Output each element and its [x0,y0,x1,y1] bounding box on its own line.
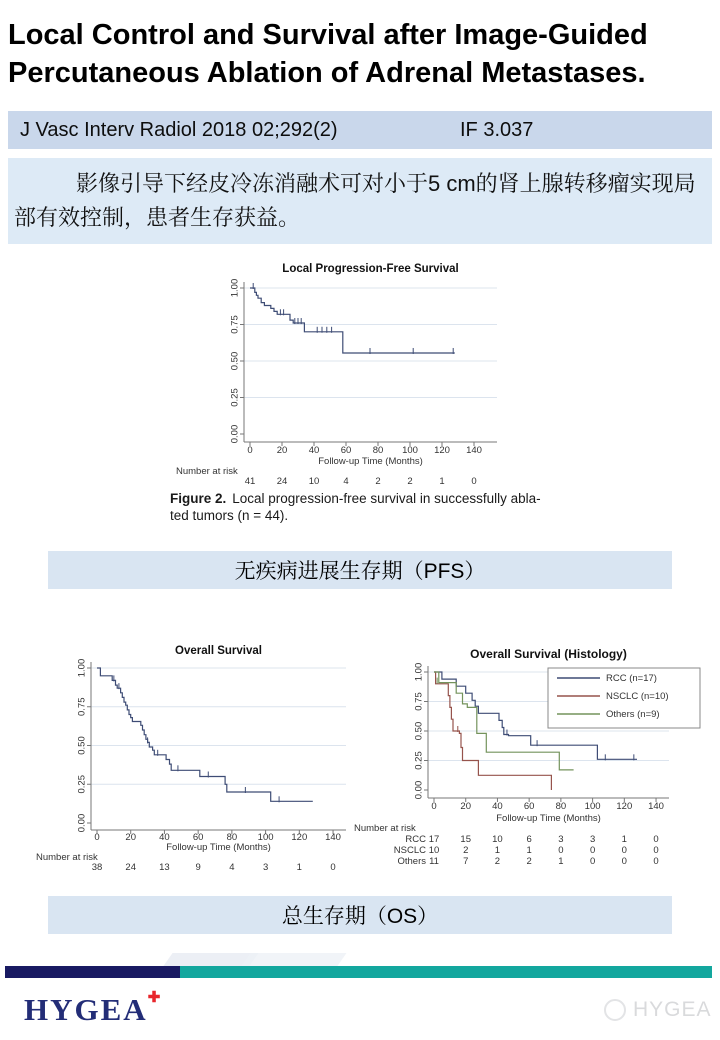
svg-text:10: 10 [492,834,503,845]
figure-caption-line2: ted tumors (n = 44). [170,508,289,523]
svg-text:RCC: RCC [405,834,426,845]
svg-text:1: 1 [558,856,564,867]
svg-text:13: 13 [159,862,170,873]
svg-text:4: 4 [343,476,349,487]
svg-text:Follow-up Time (Months): Follow-up Time (Months) [496,813,601,824]
footer-bar-navy [5,966,180,978]
title-line-2: Percutaneous Ablation of Adrenal Metastases. [8,57,646,89]
svg-text:120: 120 [291,832,308,843]
svg-text:60: 60 [340,445,352,456]
title-line-1: Local Control and Survival after Image-Guided [8,19,648,51]
svg-text:1: 1 [296,862,302,873]
svg-text:2: 2 [375,476,381,487]
pfs-km-chart [170,258,530,488]
svg-text:10: 10 [308,476,320,487]
svg-text:3: 3 [589,834,596,845]
figure-caption-label: Figure 2. [170,491,227,506]
svg-text:2: 2 [526,856,532,867]
hygea-logo [24,988,160,1028]
svg-text:1.00: 1.00 [76,658,88,678]
svg-text:0: 0 [94,832,100,843]
figure-caption-line1: Local progression-free survival in successfully abla- [232,491,541,506]
svg-text:100: 100 [257,832,274,843]
footer-decoration-shape [241,953,346,966]
svg-text:0.50: 0.50 [76,736,88,755]
svg-text:100: 100 [584,801,601,812]
svg-text:0: 0 [653,834,659,845]
svg-text:0.25: 0.25 [76,775,88,794]
svg-text:2: 2 [494,856,501,867]
svg-text:Others: Others [397,856,426,867]
svg-text:40: 40 [492,801,503,812]
svg-text:0.75: 0.75 [229,315,241,334]
svg-text:0.00: 0.00 [229,424,241,444]
svg-text:Number at risk: Number at risk [354,823,416,834]
journal-citation: J Vasc Interv Radiol 2018 02;292(2) [20,119,338,141]
svg-text:41: 41 [244,476,256,487]
svg-text:6: 6 [526,834,532,845]
svg-text:0: 0 [589,856,596,867]
svg-text:80: 80 [226,832,238,843]
impact-factor: IF 3.037 [460,119,534,141]
os-km-chart-svg [32,638,357,874]
svg-text:140: 140 [466,445,482,456]
svg-text:10: 10 [428,845,440,856]
svg-text:38: 38 [91,862,103,873]
svg-text:140: 140 [648,801,664,812]
journal-bar [8,111,712,149]
svg-text:0.75: 0.75 [76,697,88,716]
svg-text:2: 2 [463,845,469,856]
svg-text:4: 4 [229,862,235,873]
svg-text:80: 80 [372,445,384,456]
svg-text:0.50: 0.50 [229,351,241,371]
svg-text:11: 11 [429,856,439,867]
svg-text:Others (n=9): Others (n=9) [606,709,660,720]
svg-text:1: 1 [494,845,501,856]
svg-text:3: 3 [558,834,564,845]
svg-text:1: 1 [621,834,627,845]
svg-text:1: 1 [439,476,445,487]
svg-text:0: 0 [653,845,659,856]
svg-text:1: 1 [526,845,532,856]
figure-caption [170,490,552,524]
svg-text:20: 20 [460,801,472,812]
svg-text:15: 15 [460,834,472,845]
pfs-banner: 无疾病进展生存期（PFS） [48,551,672,589]
svg-text:7: 7 [463,856,469,867]
os-banner: 总生存期（OS） [48,896,672,934]
logo-cross-icon: ✚ [147,990,161,1006]
svg-text:1.00: 1.00 [229,278,241,298]
svg-text:20: 20 [125,832,137,843]
svg-text:40: 40 [308,445,320,456]
svg-text:0.75: 0.75 [413,692,425,711]
hygea-logo-text: HYGEA [24,992,148,1027]
svg-text:24: 24 [125,862,137,873]
svg-text:NSCLC: NSCLC [393,845,426,856]
svg-text:Follow-up Time (Months): Follow-up Time (Months) [318,456,423,467]
svg-text:0.00: 0.00 [413,780,425,800]
footer-bar-teal [180,966,712,978]
abstract-text-cn: 影像引导下经皮冷冻消融术可对小于5 cm的肾上腺转移瘤实现局部有效控制，患者生存获益。 [14,171,696,230]
watermark-text: HYGEA [633,998,712,1021]
svg-text:Follow-up Time (Months): Follow-up Time (Months) [166,842,271,853]
svg-text:140: 140 [325,832,341,843]
svg-text:0: 0 [621,856,627,867]
svg-text:120: 120 [434,445,450,456]
svg-text:Local Progression-Free Surviva: Local Progression-Free Survival [282,263,459,275]
abstract-summary-box [8,158,712,244]
svg-text:100: 100 [402,445,418,456]
svg-text:0: 0 [621,845,627,856]
svg-text:0: 0 [558,845,564,856]
svg-text:0: 0 [247,445,253,456]
svg-text:60: 60 [192,832,204,843]
svg-text:80: 80 [555,801,567,812]
svg-text:0: 0 [471,476,477,487]
svg-text:Overall Survival (Histology): Overall Survival (Histology) [470,647,627,661]
svg-text:60: 60 [523,801,535,812]
svg-text:0.25: 0.25 [413,751,425,770]
svg-text:3: 3 [262,862,269,873]
svg-text:120: 120 [616,801,633,812]
page-title [8,16,714,92]
svg-text:0.50: 0.50 [413,721,425,741]
os-histology-km-chart-svg [352,642,717,870]
watermark-logo-icon [604,999,626,1021]
svg-text:0: 0 [589,845,596,856]
pfs-km-chart-svg [170,258,530,488]
svg-text:40: 40 [159,832,170,843]
os-km-chart [32,638,357,874]
svg-text:0: 0 [653,856,659,867]
svg-text:17: 17 [428,834,440,845]
svg-text:0: 0 [330,862,336,873]
svg-text:Number at risk: Number at risk [36,852,98,863]
svg-text:9: 9 [195,862,201,873]
hygea-watermark [604,998,712,1022]
svg-text:1.00: 1.00 [413,662,425,682]
svg-text:0: 0 [431,801,437,812]
svg-text:NSCLC (n=10): NSCLC (n=10) [606,691,669,702]
svg-text:20: 20 [276,445,288,456]
svg-text:0.25: 0.25 [229,388,241,407]
svg-text:RCC (n=17): RCC (n=17) [606,673,657,684]
svg-text:2: 2 [407,476,413,487]
svg-text:24: 24 [276,476,288,487]
os-histology-km-chart [352,642,717,870]
svg-text:Overall Survival: Overall Survival [175,645,262,657]
svg-text:Number at risk: Number at risk [176,466,238,477]
svg-text:0.00: 0.00 [76,813,88,833]
